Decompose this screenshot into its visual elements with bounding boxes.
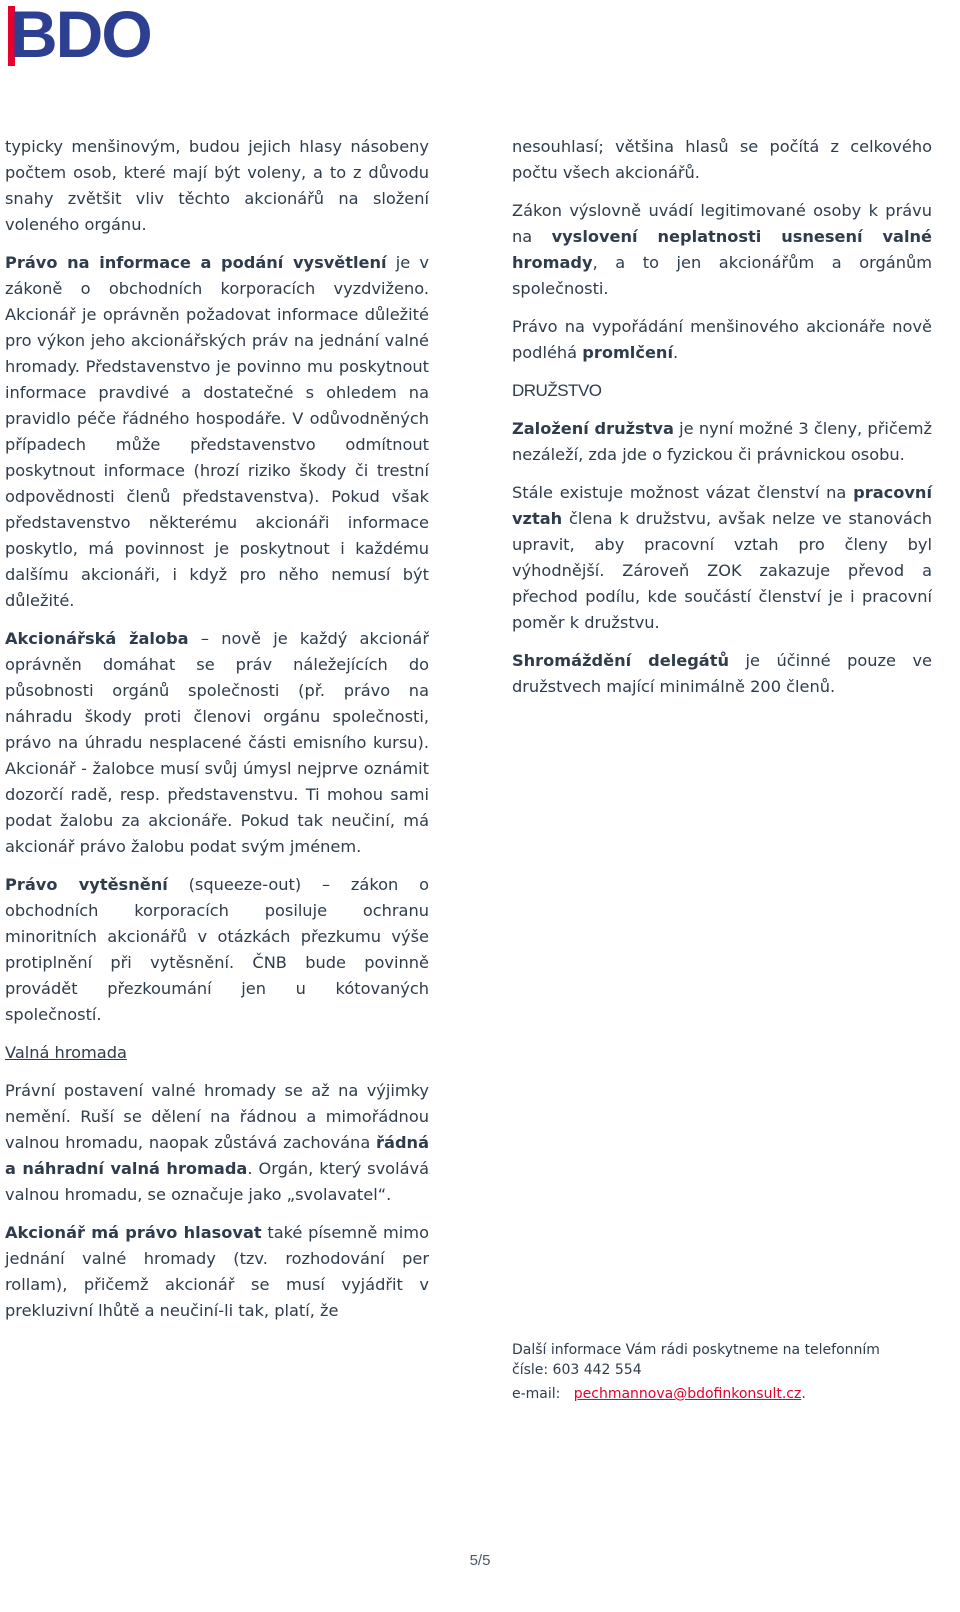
paragraph-founding: Založení družstva je nyní možné 3 členy, přičemž nezáleží, zda jde o fyzickou či právnickou osobu. [512,419,932,464]
paragraph-general-meeting: Právní postavení valné hromady se až na výjimky nemění. Ruší se dělení na řádnou a mimořádnou valnou hromadu, naopak zůstává zachována řádná a náhradní valná hromada. Orgán, který svolává valnou hromadu, se označuje jako „svolavatel“. [5,1081,429,1204]
left-column [5,134,429,1336]
paragraph-membership: Stále existuje možnost vázat členství na pracovní vztah člena k družstvu, avšak nelze ve stanovách upravit, aby pracovní vztah pro členy byl výhodnější. Zároveň ZOK zakazuje převod a přechod podílu, kde součástí členství je i pracovní poměr k družstvu. [512,483,932,632]
contact-line-1: Další informace Vám rádi poskytneme na telefonním [512,1342,880,1358]
right-column [512,134,932,712]
page-number: 5/5 [469,1552,491,1569]
email-label: e-mail: [512,1386,561,1402]
paragraph-shareholder-lawsuit: Akcionářská žaloba – nově je každý akcionář oprávněn domáhat se práv náležejících do působnosti orgánů společnosti (př. právo na náhradu škody proti členovi orgánu společnosti, právo na úhradu nesplacené části emisního kursu). Akcionář - žalobce musí svůj úmysl nejprve oznámit dozorčí radě, resp. představenstvu. Ti mohou sami podat žalobu za akcionáře. Pokud tak neučiní, má akcionář právo žalobu podat svým jménem. [5,629,429,856]
contact-info [512,1340,880,1404]
email-link[interactable]: pechmannova@bdofinkonsult.cz [573,1386,802,1402]
section-heading-general-meeting: Valná hromada [5,1043,127,1062]
paragraph-settlement: Právo na vypořádání menšinového akcionáře nově podléhá promlčení. [512,317,932,362]
paragraph-voting: Akcionář má právo hlasovat také písemně mimo jednání valné hromady (tzv. rozhodování per rollam), přičemž akcionář se musí vyjádřit v prekluzivní lhůtě a neučiní-li tak, platí, že [5,1223,429,1320]
paragraph-delegates: Shromáždění delegátů je účinné pouze ve družstvech mající minimálně 200 členů. [512,651,933,696]
paragraph-disagree: nesouhlasí; většina hlasů se počítá z celkového počtu všech akcionářů. [512,137,932,182]
paragraph-information-right: Právo na informace a podání vysvětlení je v zákoně o obchodních korporacích vyzdviženo. Akcionář je oprávněn požadovat informace důležité pro výkon jeho akcionářských práv na jednání valné hromady. Představenstvo je povinno mu poskytnout informace pravdivé a dostatečné s ohledem na pravidlo péče řádného hospodáře. V odůvodněných případech může představenstvo odmítnout poskytnout informace (hrozí riziko škody či trestní odpovědnosti členů představenstva). Pokud však představenstvo některému akcionáři informace poskytlo, má povinnost je poskytnout i každému dalšímu akcionáři, i když pro něho nemusí být důležité. [5,253,430,610]
contact-line-2: čísle: 603 442 554 [512,1362,642,1378]
bdo-logo [8,0,151,71]
email-row: e-mail: pechmannova@bdofinkonsult.cz. [512,1386,806,1402]
paragraph-squeeze-out: Právo vytěsnění (squeeze-out) – zákon o obchodních korporacích posiluje ochranu minoritních akcionářů v otázkách přezkumu výše protiplnění při vytěsnění. ČNB bude povinně provádět přezkoumání jen u kótovaných společností. [5,875,429,1024]
paragraph-invalidity: Zákon výslovně uvádí legitimované osoby k právu na vyslovení neplatnosti usnesení valné hromady, a to jen akcionářům a orgánům společnosti. [512,201,932,298]
logo-text: BDO [10,0,151,71]
section-heading-cooperative: DRUŽSTVO [512,381,602,400]
paragraph-intro: typicky menšinovým, budou jejich hlasy násobeny počtem osob, které mají být voleny, a to z důvodu snahy zvětšit vliv těchto akcionářů na složení voleného orgánu. [5,137,429,234]
